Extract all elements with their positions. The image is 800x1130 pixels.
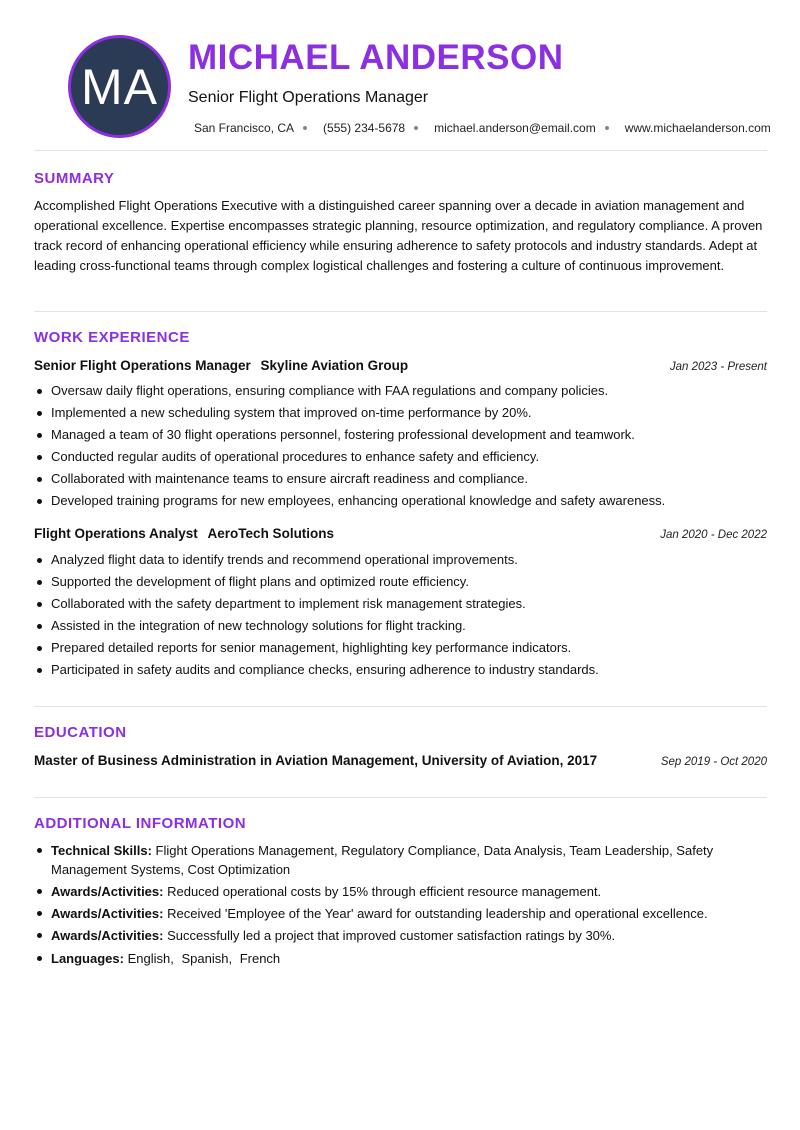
job-bullets bbox=[34, 380, 784, 512]
list-item: Oversaw daily flight operations, ensuring compliance with FAA regulations and company policies. bbox=[51, 380, 784, 402]
list-item: Analyzed flight data to identify trends and recommend operational improvements. bbox=[51, 549, 784, 571]
info-label: Awards/Activities: bbox=[51, 906, 164, 921]
section-divider bbox=[34, 797, 767, 798]
candidate-title: Senior Flight Operations Manager bbox=[188, 89, 429, 106]
job-company: AeroTech Solutions bbox=[207, 526, 335, 541]
list-item: Participated in safety audits and compliance checks, ensuring adherence to industry standards. bbox=[51, 659, 784, 681]
candidate-name: MICHAEL ANDERSON bbox=[188, 38, 564, 77]
languages-label: Languages: bbox=[51, 951, 124, 966]
list-item: Prepared detailed reports for senior management, highlighting key performance indicators. bbox=[51, 637, 784, 659]
list-item: Implemented a new scheduling system that improved on-time performance by 20%. bbox=[51, 402, 784, 424]
education-degree: Master of Business Administration in Aviation Management, University of Aviation, 2017 bbox=[34, 753, 598, 768]
section-divider bbox=[34, 311, 767, 312]
additional-heading: ADDITIONAL INFORMATION bbox=[34, 815, 247, 832]
job-header bbox=[34, 358, 767, 373]
job-dates: Jan 2023 - Present bbox=[669, 361, 767, 373]
list-item bbox=[51, 949, 784, 968]
contact-website[interactable]: www.michaelanderson.com bbox=[624, 121, 771, 135]
education-heading: EDUCATION bbox=[34, 724, 127, 741]
section-divider bbox=[34, 150, 767, 151]
list-item bbox=[51, 904, 784, 923]
info-label: Technical Skills: bbox=[51, 843, 152, 858]
language: Spanish, bbox=[181, 951, 233, 966]
info-text: Reduced operational costs by 15% through efficient resource management. bbox=[167, 884, 602, 899]
contact-bar bbox=[194, 121, 771, 135]
list-item: Developed training programs for new employees, enhancing operational knowledge and safety awareness. bbox=[51, 490, 784, 512]
experience-heading: WORK EXPERIENCE bbox=[34, 329, 190, 346]
language: French bbox=[239, 951, 281, 966]
job-role: Senior Flight Operations Manager bbox=[34, 358, 251, 373]
list-item bbox=[51, 926, 784, 945]
summary-text: Accomplished Flight Operations Executive with a distinguished career spanning over a decade in aviation management and operational excellence. Expertise encompasses strategic planning, resource optimization, and regulatory compliance. A proven track record of enhancing operational efficiency while ensuring adherence to safety protocols and industry standards. Adept at leading cross-functional teams through complex logistical challenges and fostering a culture of continuous improvement. bbox=[34, 198, 763, 273]
additional-list bbox=[34, 841, 784, 971]
resume-header bbox=[34, 0, 771, 150]
contact-email[interactable]: michael.anderson@email.com bbox=[434, 121, 596, 135]
contact-phone[interactable]: (555) 234-5678 bbox=[323, 121, 406, 135]
summary-heading: SUMMARY bbox=[34, 170, 115, 187]
list-item: Managed a team of 30 flight operations personnel, fostering professional development and teamwork. bbox=[51, 424, 784, 446]
info-text: Received 'Employee of the Year' award for outstanding leadership and operational excellence. bbox=[167, 906, 708, 921]
education-entry bbox=[34, 753, 767, 768]
list-item: Conducted regular audits of operational procedures to enhance safety and efficiency. bbox=[51, 446, 784, 468]
education-dates: Sep 2019 - Oct 2020 bbox=[660, 756, 767, 768]
avatar-initials: MA bbox=[81, 58, 158, 115]
section-divider bbox=[34, 706, 767, 707]
info-label: Awards/Activities: bbox=[51, 884, 164, 899]
avatar bbox=[68, 35, 171, 138]
list-item: Collaborated with maintenance teams to ensure aircraft readiness and compliance. bbox=[51, 468, 784, 490]
separator-dot bbox=[605, 126, 609, 130]
list-item: Supported the development of flight plans and optimized route efficiency. bbox=[51, 571, 784, 593]
language: English, bbox=[127, 951, 174, 966]
job-dates: Jan 2020 - Dec 2022 bbox=[660, 529, 767, 541]
job-bullets bbox=[34, 549, 784, 681]
info-text: Flight Operations Management, Regulatory Compliance, Data Analysis, Team Leadership, Safety Management Systems, Cost Optimization bbox=[51, 843, 714, 877]
separator-dot bbox=[303, 126, 307, 130]
job-role: Flight Operations Analyst bbox=[34, 526, 198, 541]
job-company: Skyline Aviation Group bbox=[260, 358, 409, 373]
contact-location: San Francisco, CA bbox=[194, 121, 295, 135]
list-item bbox=[51, 841, 784, 879]
job-header bbox=[34, 526, 767, 541]
list-item: Collaborated with the safety department to implement risk management strategies. bbox=[51, 593, 784, 615]
info-label: Awards/Activities: bbox=[51, 928, 164, 943]
list-item bbox=[51, 882, 784, 901]
info-text: Successfully led a project that improved customer satisfaction ratings by 30%. bbox=[167, 928, 616, 943]
list-item: Assisted in the integration of new technology solutions for flight tracking. bbox=[51, 615, 784, 637]
separator-dot bbox=[414, 126, 418, 130]
